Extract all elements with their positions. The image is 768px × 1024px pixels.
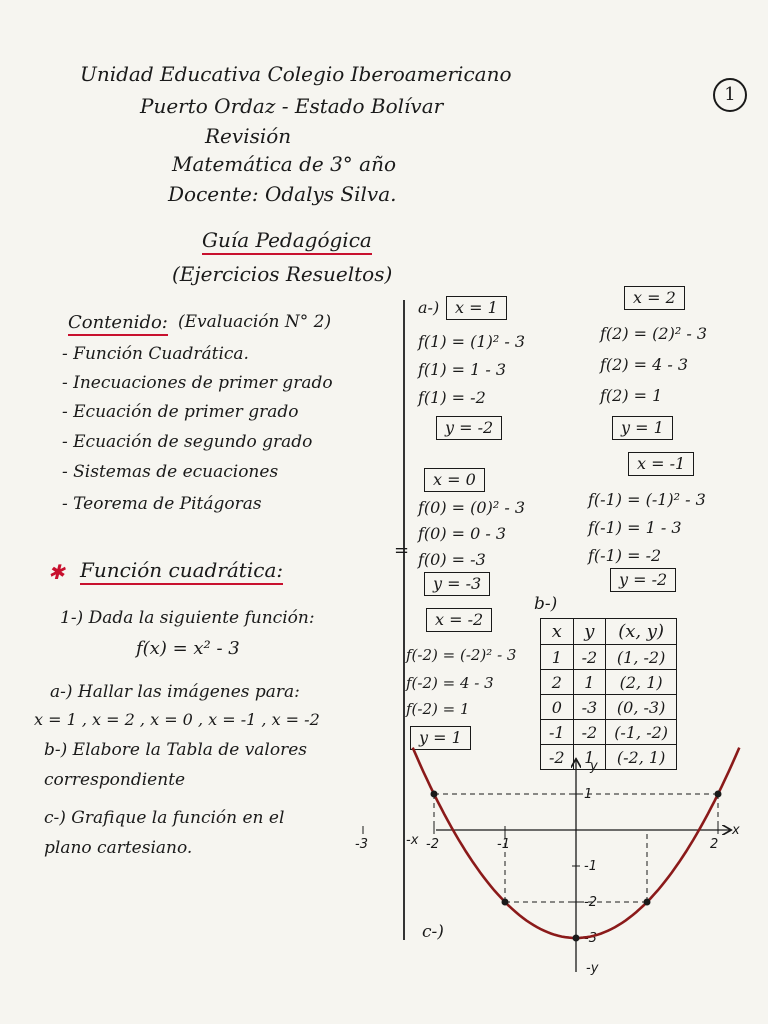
xm1-step3: f(-1) = -2 (588, 546, 662, 565)
table-cell: (2, 1) (606, 670, 677, 695)
xm1-result: y = -2 (610, 568, 676, 592)
table-cell: (1, -2) (606, 645, 677, 670)
data-point (502, 899, 509, 906)
table-label: b-) (534, 594, 558, 614)
part-c-line2: plano cartesiano. (44, 838, 193, 858)
x2-step2: f(2) = 4 - 3 (600, 355, 689, 374)
table-header: x (541, 619, 574, 645)
table-cell: -2 (541, 745, 574, 770)
x2-step3: f(2) = 1 (600, 386, 663, 405)
x1-step1: f(1) = (1)² - 3 (418, 332, 525, 351)
x1-box: x = 1 (446, 296, 507, 320)
x1-step3: f(1) = -2 (418, 388, 486, 407)
exercise-function: f(x) = x² - 3 (136, 638, 240, 659)
values-table (540, 618, 677, 770)
axis-ticks (355, 787, 768, 946)
xm1-step2: f(-1) = 1 - 3 (588, 518, 682, 537)
part-c-line1: c-) Grafique la función en el (44, 808, 285, 828)
table-cell: -2 (573, 645, 606, 670)
part-b-line2: correspondiente (44, 770, 186, 790)
school-location: Puerto Ordaz - Estado Bolívar (140, 94, 444, 118)
table-row (541, 645, 677, 670)
x-tick-label: -1 (497, 837, 510, 852)
content-item: - Inecuaciones de primer grado (62, 373, 333, 393)
xm1-box: x = -1 (628, 452, 694, 476)
data-point (644, 899, 651, 906)
xm2-step2: f(-2) = 4 - 3 (406, 674, 494, 692)
xm2-box: x = -2 (426, 608, 492, 632)
table-cell: -3 (573, 695, 606, 720)
x-values: x = 1 , x = 2 , x = 0 , x = -1 , x = -2 (34, 710, 320, 729)
xm2-step3: f(-2) = 1 (406, 700, 470, 718)
graph-label: c-) (422, 922, 444, 942)
y-tick-label: -3 (584, 931, 597, 946)
table-header: (x, y) (606, 619, 677, 645)
x0-step2: f(0) = 0 - 3 (418, 524, 507, 543)
x0-step3: f(0) = -3 (418, 550, 486, 569)
table-cell: 1 (573, 745, 606, 770)
y-axis-pos-label: y (590, 759, 598, 774)
x2-step1: f(2) = (2)² - 3 (600, 324, 707, 343)
content-item: - Ecuación de primer grado (62, 402, 299, 422)
y-tick-label: -2 (584, 895, 597, 910)
table-cell: -2 (573, 720, 606, 745)
contents-label: Contenido: (68, 312, 168, 336)
content-item: - Teorema de Pitágoras (62, 494, 262, 514)
school-name: Unidad Educativa Colegio Iberoamericano (80, 62, 512, 86)
evaluation-label (178, 312, 331, 332)
evaluation-text: (Evaluación N° 2) (178, 312, 332, 332)
part-a-label: a-) (418, 298, 440, 317)
table-cell: (0, -3) (606, 695, 677, 720)
content-item: - Ecuación de segundo grado (62, 432, 313, 452)
xm2-step1: f(-2) = (-2)² - 3 (406, 646, 517, 664)
data-point (573, 935, 580, 942)
table-cell: 2 (541, 670, 574, 695)
table-header-row (541, 619, 677, 645)
y-tick-label: -1 (584, 859, 597, 874)
section-title: Función cuadrática: (80, 558, 283, 585)
table-cell: 1 (541, 645, 574, 670)
table-row (541, 670, 677, 695)
y-axis-neg-label: -y (586, 961, 599, 976)
teacher-name: Docente: Odalys Silva. (168, 182, 397, 206)
x-axis-neg-label: -x (406, 833, 419, 848)
table-cell: (-1, -2) (606, 720, 677, 745)
table-row (541, 695, 677, 720)
exercise-intro: 1-) Dada la siguiente función: (60, 608, 315, 628)
table-cell: 1 (573, 670, 606, 695)
x1-result: y = -2 (436, 416, 502, 440)
revision-label: Revisión (205, 124, 292, 148)
table-cell: 0 (541, 695, 574, 720)
xm1-step1: f(-1) = (-1)² - 3 (588, 490, 706, 509)
x-tick-label: -3 (355, 837, 368, 852)
table-header: y (573, 619, 606, 645)
course-name: Matemática de 3° año (172, 152, 397, 176)
x0-result: y = -3 (424, 572, 490, 596)
xm2-result: y = 1 (410, 726, 471, 750)
guide-subtitle: (Ejercicios Resueltos) (172, 262, 393, 286)
table-row (541, 720, 677, 745)
y-tick-label: 1 (584, 787, 593, 802)
data-point (431, 791, 438, 798)
x-tick-label: 2 (710, 837, 719, 852)
star-icon: ✱ (48, 560, 65, 584)
page-number: 1 (713, 78, 747, 112)
equals-mark: = (394, 540, 410, 561)
x1-step2: f(1) = 1 - 3 (418, 360, 507, 379)
x-tick-label: -2 (426, 837, 439, 852)
x2-result: y = 1 (612, 416, 673, 440)
x0-step1: f(0) = (0)² - 3 (418, 498, 525, 517)
part-a: a-) Hallar las imágenes para: (50, 682, 300, 702)
part-b-line1: b-) Elabore la Tabla de valores (44, 740, 308, 760)
data-point (715, 791, 722, 798)
content-item: - Función Cuadrática. (62, 344, 249, 364)
cartesian-graph (355, 750, 760, 980)
table-cell: -1 (541, 720, 574, 745)
guide-title: Guía Pedagógica (202, 228, 372, 255)
x-axis-pos-label: x (732, 823, 740, 838)
content-item: - Sistemas de ecuaciones (62, 462, 279, 482)
x0-box: x = 0 (424, 468, 485, 492)
x2-box: x = 2 (624, 286, 685, 310)
table-cell: (-2, 1) (606, 745, 677, 770)
